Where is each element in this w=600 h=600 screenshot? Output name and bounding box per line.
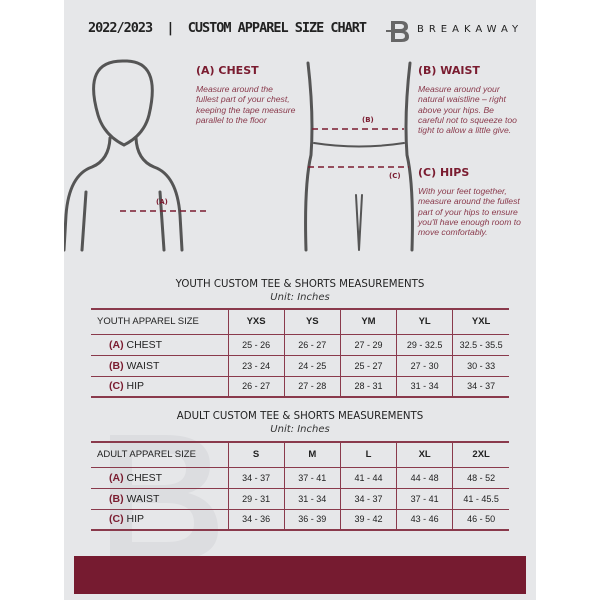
- youth-table-title: YOUTH CUSTOM TEE & SHORTS MEASUREMENTS: [175, 279, 425, 290]
- table-header-row: [91, 309, 509, 334]
- table-row: [91, 467, 509, 488]
- measurement-cell: 34 - 37: [453, 376, 509, 397]
- size-header: M: [284, 442, 340, 467]
- row-name: WAIST: [126, 359, 160, 372]
- measurement-cell: 30 - 33: [453, 355, 509, 376]
- measurement-cell: 28 - 31: [340, 376, 396, 397]
- measurement-cell: 34 - 36: [228, 509, 284, 530]
- measurement-cell: 48 - 52: [453, 467, 509, 488]
- row-name: CHEST: [126, 471, 163, 484]
- row-code: (A): [109, 338, 124, 351]
- measurement-cell: 44 - 48: [397, 467, 453, 488]
- waist-heading: (B) WAIST: [418, 64, 480, 77]
- brand-name: BREAKAWAY: [417, 24, 524, 35]
- measurement-cell: 37 - 41: [397, 488, 453, 509]
- measurement-cell: 26 - 27: [284, 334, 340, 355]
- size-header: L: [340, 442, 396, 467]
- page-title: 2022/2023 | CUSTOM APPAREL SIZE CHART: [88, 20, 366, 36]
- size-header: S: [228, 442, 284, 467]
- measurement-cell: 43 - 46: [397, 509, 453, 530]
- row-name: CHEST: [126, 338, 163, 351]
- adult-unit: Unit: Inches: [270, 424, 330, 435]
- table-row: [91, 376, 509, 397]
- measurement-cell: 41 - 45.5: [453, 488, 509, 509]
- measurement-cell: 23 - 24: [228, 355, 284, 376]
- row-name: HIP: [126, 380, 145, 393]
- measurement-cell: 37 - 41: [284, 467, 340, 488]
- hips-heading: (C) HIPS: [418, 166, 470, 179]
- measurement-cell: 41 - 44: [340, 467, 396, 488]
- row-label: [91, 376, 228, 397]
- measurement-cell: 34 - 37: [228, 467, 284, 488]
- row-code: (C): [109, 380, 124, 393]
- measurement-cell: 24 - 25: [284, 355, 340, 376]
- adult-table-title: ADULT CUSTOM TEE & SHORTS MEASUREMENTS: [176, 411, 424, 422]
- measurement-cell: 27 - 30: [397, 355, 453, 376]
- measurement-cell: 27 - 28: [284, 376, 340, 397]
- row-label: [91, 355, 228, 376]
- measurement-cell: 46 - 50: [453, 509, 509, 530]
- waist-description: Measure around your natural waistline – right above your hips. Be careful not to squeeze too tight to allow a little give.: [418, 84, 517, 136]
- row-label: [91, 334, 228, 355]
- measurement-cell: 29 - 31: [228, 488, 284, 509]
- measurement-cell: 34 - 37: [340, 488, 396, 509]
- youth-unit: Unit: Inches: [270, 292, 330, 303]
- waist-marker: (B): [362, 116, 374, 124]
- footer-band: [74, 556, 526, 594]
- row-code: (B): [109, 492, 124, 505]
- measurement-cell: 25 - 26: [228, 334, 284, 355]
- row-name: WAIST: [126, 492, 160, 505]
- size-header: YXL: [453, 309, 509, 334]
- row-code: (C): [109, 513, 124, 526]
- hips-marker: (C): [389, 172, 401, 180]
- row-label: [91, 509, 228, 530]
- size-header: YXS: [228, 309, 284, 334]
- row-label: [91, 488, 228, 509]
- measurement-cell: 31 - 34: [397, 376, 453, 397]
- table-header-row: [91, 442, 509, 467]
- size-header: YS: [284, 309, 340, 334]
- row-code: (B): [109, 359, 124, 372]
- adult-size-table: [91, 441, 509, 531]
- header-label: ADULT APPAREL SIZE: [91, 442, 228, 467]
- youth-size-table: [91, 308, 509, 398]
- measurement-cell: 36 - 39: [284, 509, 340, 530]
- chest-marker: (A): [156, 198, 168, 206]
- table-row: [91, 509, 509, 530]
- row-name: HIP: [126, 513, 145, 526]
- size-header: XL: [397, 442, 453, 467]
- chest-description: Measure around the fullest part of your chest, keeping the tape measure parallel to the floor: [196, 84, 296, 125]
- measurement-cell: 32.5 - 35.5: [453, 334, 509, 355]
- header-label: YOUTH APPAREL SIZE: [91, 309, 228, 334]
- measurement-cell: 31 - 34: [284, 488, 340, 509]
- measurement-cell: 25 - 27: [340, 355, 396, 376]
- measurement-cell: 29 - 32.5: [397, 334, 453, 355]
- brand-logo-icon: [386, 18, 412, 44]
- size-header: 2XL: [453, 442, 509, 467]
- table-row: [91, 488, 509, 509]
- size-header: YL: [397, 309, 453, 334]
- hips-description: With your feet together, measure around the fullest part of your hips to ensure you'll have enough room to move comfortably.: [418, 186, 521, 238]
- row-code: (A): [109, 471, 124, 484]
- measurement-cell: 26 - 27: [228, 376, 284, 397]
- measurement-cell: 27 - 29: [340, 334, 396, 355]
- chest-heading: (A) CHEST: [196, 64, 259, 77]
- row-label: [91, 467, 228, 488]
- measurement-cell: 39 - 42: [340, 509, 396, 530]
- table-row: [91, 355, 509, 376]
- table-row: [91, 334, 509, 355]
- size-header: YM: [340, 309, 396, 334]
